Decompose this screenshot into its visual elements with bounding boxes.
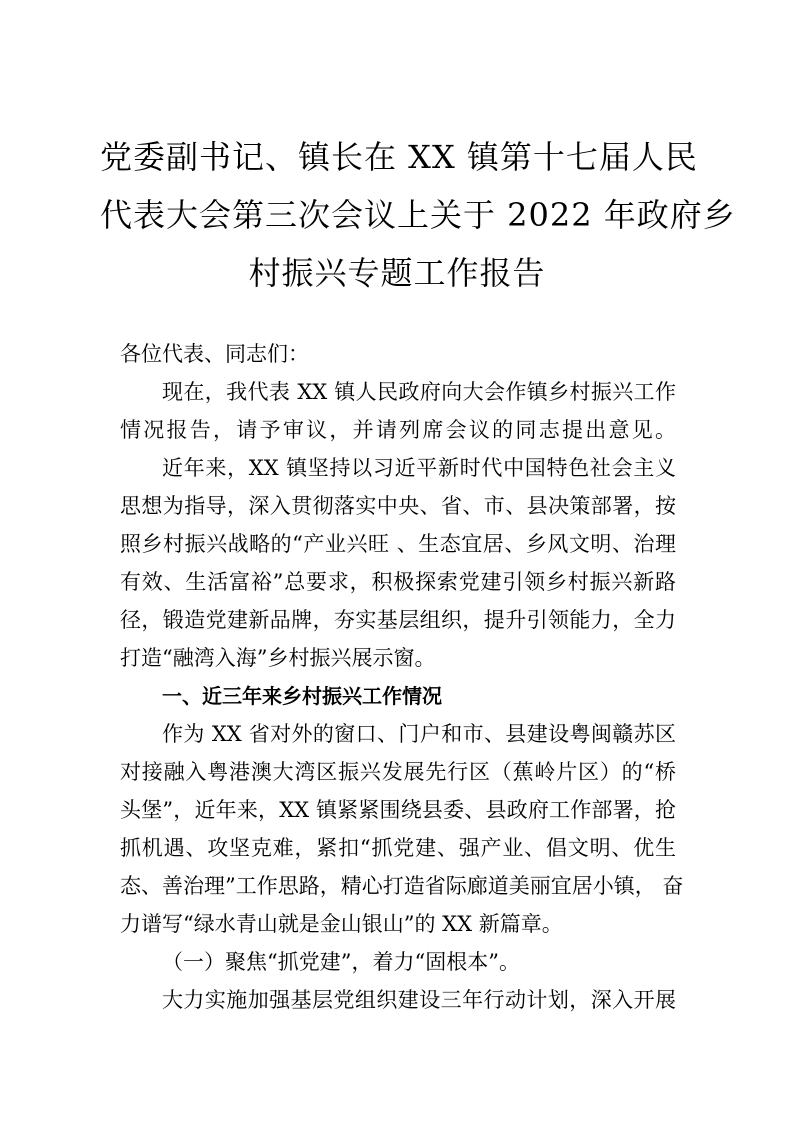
paragraph-line: 径，锻造党建新品牌，夯实基层组织，提升引领能力，全力: [120, 608, 676, 632]
paragraph-line: 力谱写“绿水青山就是金山银山”的 XX 新篇章。: [120, 912, 563, 936]
paragraph-line: 头堡”，近年来，XX 镇紧紧围绕县委、县政府工作部署，抢: [120, 798, 676, 822]
paragraph-line: 大力实施加强基层党组织建设三年行动计划，深入开展: [162, 988, 676, 1012]
paragraph-line: 抓机遇、攻坚克难，紧扣“抓党建、强产业、倡文明、优生: [120, 836, 676, 860]
title-line: 村振兴专题工作报告: [248, 254, 546, 292]
paragraph-line: 近年来，XX 镇坚持以习近平新时代中国特色社会主义: [162, 456, 676, 480]
subsection-heading: （一）聚焦“抓党建”，着力“固根本”。: [162, 950, 520, 974]
section-heading: 一、近三年来乡村振兴工作情况: [162, 684, 442, 708]
paragraph-line: 照乡村振兴战略的“产业兴旺 、生态宜居、乡风文明、治理: [120, 532, 676, 556]
title-line: 代表大会第三次会议上关于 2022 年政府乡: [100, 196, 736, 234]
paragraph-line: 态、善治理”工作思路，精心打造省际廊道美丽宜居小镇， 奋: [120, 874, 684, 898]
paragraph-line: 思想为指导，深入贯彻落实中央、省、市、县决策部署，按: [120, 494, 676, 518]
document-title: [100, 128, 736, 302]
paragraph-line: 打造“融湾入海”乡村振兴展示窗。: [120, 646, 436, 670]
salutation: 各位代表、同志们：: [120, 342, 309, 366]
paragraph-line: 对接融入粤港澳大湾区振兴发展先行区（蕉岭片区）的“桥: [120, 760, 676, 784]
paragraph-line: 作为 XX 省对外的窗口、门户和市、县建设粤闽赣苏区: [162, 722, 676, 746]
title-line: 党委副书记、镇长在 XX 镇第十七届人民: [100, 138, 698, 176]
paragraph-line: 情况报告，请予审议，并请列席会议的同志提出意见。: [120, 418, 676, 442]
paragraph-line: 现在，我代表 XX 镇人民政府向大会作镇乡村振兴工作: [162, 380, 676, 404]
paragraph-line: 有效、生活富裕”总要求，积极探索党建引领乡村振兴新路: [120, 570, 676, 594]
